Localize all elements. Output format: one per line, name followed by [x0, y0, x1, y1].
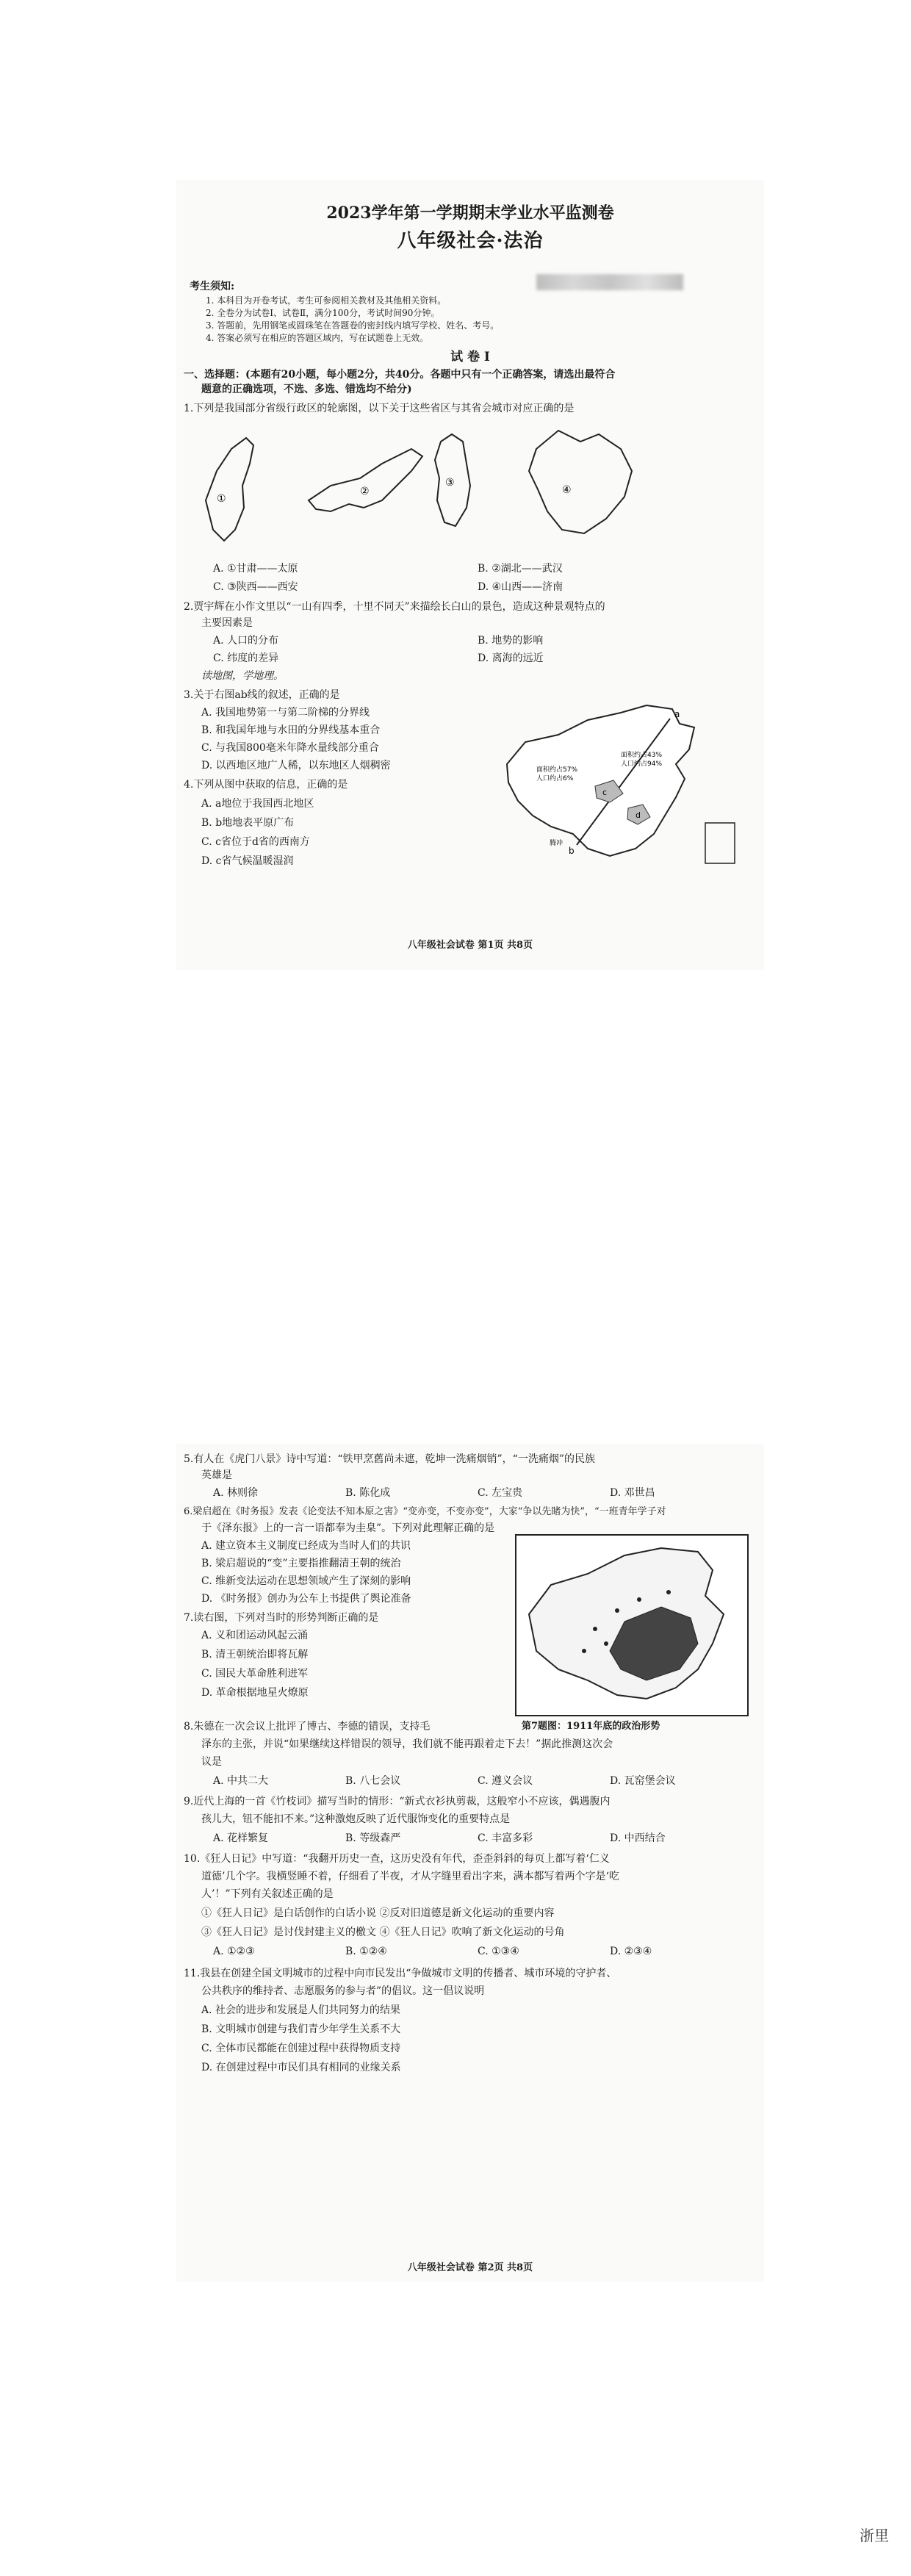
q8-stem: 泽东的主张，并说“如果继续这样错误的领导，我们就不能再跟着走下去！”据此推测这次会: [201, 1738, 613, 1750]
q11-option-b: B. 文明城市创建与我们青少年学生关系不大: [201, 2023, 401, 2035]
exam-title: 2023学年第一学期期末学业水平监测卷: [326, 204, 614, 223]
q1-option-c: C. ③陕西——西安: [213, 581, 298, 593]
q7-figure-caption: 第7题图：1911年底的政治形势: [522, 1721, 660, 1732]
exam-subject: 八年级社会·法治: [397, 230, 544, 252]
q1-option-d: D. ④山西——济南: [478, 581, 563, 593]
q10-stem: 10.《狂人日记》中写道：“我翻开历史一查，这历史没有年代，歪歪斜斜的每页上都写着‘仁义: [184, 1853, 610, 1865]
province-outline-figure: [191, 420, 735, 552]
q11-option-d: D. 在创建过程中市民们具有相同的业缘关系: [201, 2062, 401, 2073]
exam-page-1: [176, 180, 764, 970]
q5-stem: 英雄是: [201, 1469, 232, 1481]
q4-option-c: C. c省位于d省的西南方: [201, 836, 310, 848]
redacted-area: [536, 274, 683, 290]
q4-option-d: D. c省气候温暖湿润: [201, 855, 294, 867]
q5-option-b: B. 陈化成: [345, 1487, 391, 1499]
map-dot: [593, 1627, 597, 1631]
political-map-figure: [514, 1533, 749, 1717]
china-map-figure: [492, 698, 742, 874]
q2-stem: 2.贾宇辉在小作文里以“一山有四季，十里不同天”来描绘长白山的景色，造成这种景观特点的: [184, 601, 605, 613]
q2-option-a: A. 人口的分布: [213, 635, 279, 647]
map-label-1: ①: [217, 493, 226, 505]
point-a-label: a: [674, 709, 680, 719]
q5-option-c: C. 左宝贵: [478, 1487, 523, 1499]
q9-option-c: C. 丰富多彩: [478, 1832, 533, 1844]
notice-line: 2. 全卷分为试卷Ⅰ、试卷Ⅱ，满分100分，考试时间90分钟。: [206, 308, 440, 318]
q5-option-a: A. 林则徐: [213, 1487, 259, 1499]
q8-option-b: B. 八七会议: [345, 1775, 401, 1787]
q4-option-b: B. b地地表平原广布: [201, 817, 295, 829]
q6-option-b: B. 梁启超说的“变”主要指推翻清王朝的统治: [201, 1558, 401, 1569]
q5-stem: 5.有人在《虎门八景》诗中写道：“铁甲烹舊尚未遮，乾坤一洗痛烟销”，“一洗痛烟”的民族: [184, 1453, 595, 1465]
q10-option-c: C. ①③④: [478, 1946, 519, 1957]
province-outline-2: [309, 449, 422, 511]
q6-option-d: D. 《时务报》创办为公车上书提供了舆论准备: [201, 1593, 411, 1605]
q3-option-d: D. 以西地区地广人稀，以东地区人烟稠密: [201, 760, 391, 771]
q6-stem: 于《泽东报》上的一言一语都奉为圭臬”。下列对此理解正确的是: [201, 1522, 495, 1534]
province-outline-1: [206, 438, 253, 541]
q10-stem: 人’！”下列有关叙述正确的是: [201, 1888, 334, 1900]
map-dot: [615, 1608, 619, 1613]
point-b-label: b: [569, 846, 575, 856]
q2-option-b: B. 地势的影响: [478, 635, 544, 647]
map-dot: [666, 1590, 671, 1594]
b-city-label: 腾冲: [550, 840, 563, 847]
q4-option-a: A. a地位于我国西北地区: [201, 798, 314, 810]
q1-option-a: A. ①甘肃——太原: [213, 563, 298, 575]
watermark-text: 浙里: [860, 2528, 889, 2544]
q11-stem: 11.我县在创建全国文明城市的过程中向市民发出“争做城市文明的传播者、城市环境的守护者、: [184, 1968, 617, 1979]
q9-option-b: B. 等级森严: [345, 1832, 401, 1844]
q10-option-a: A. ①②③: [213, 1946, 255, 1957]
map-label-3: ③: [445, 477, 455, 489]
map-dot: [582, 1649, 586, 1653]
section-title: 试 卷 Ⅰ: [450, 350, 490, 364]
notice-line: 3. 答题前，先用钢笔或圆珠笔在答题卷的密封线内填写学校、姓名、考号。: [206, 320, 500, 331]
q10-option-d: D. ②③④: [610, 1946, 652, 1957]
province-outline-4: [529, 431, 632, 533]
q11-stem: 公共秩序的维持者、志愿服务的参与者”的倡议。这一倡议说明: [201, 1985, 485, 1997]
q5-option-d: D. 邓世昌: [610, 1487, 655, 1499]
exam-page-2: [176, 1444, 764, 2281]
q11-option-a: A. 社会的进步和发展是人们共同努力的结果: [201, 2004, 401, 2016]
handwritten-note: 读地图，学地理。: [201, 670, 284, 682]
q7-option-a: A. 义和团运动风起云涌: [201, 1630, 309, 1641]
east-area-label: 面积约占43%: [621, 752, 663, 759]
q7-stem: 7.读右图，下列对当时的形势判断正确的是: [184, 1612, 379, 1624]
q3-stem: 3.关于右图ab线的叙述，正确的是: [184, 689, 340, 701]
map-label-4: ④: [562, 484, 572, 496]
section-intro: 一、选择题：(本题有20小题，每小题2分，共40分。各题中只有一个正确答案，请选出最符合: [184, 369, 616, 381]
map-dot: [637, 1597, 641, 1602]
west-area-label: 面积约占57%: [536, 766, 578, 774]
notice-heading: 考生须知:: [190, 281, 235, 292]
notice-line: 1. 本科目为开卷考试，考生可参阅相关教材及其他相关资料。: [206, 295, 447, 306]
q9-option-d: D. 中西结合: [610, 1832, 666, 1844]
q9-stem: 9.近代上海的一首《竹枝词》描写当时的情形：“新式衣衫执剪裁，这般窄小不应该，偶遇腹内: [184, 1796, 611, 1807]
q8-stem: 议是: [201, 1756, 222, 1768]
q11-option-c: C. 全体市民都能在创建过程中获得物质支持: [201, 2043, 401, 2054]
q10-stem: 道德’几个字。我横竖睡不着，仔细看了半夜，才从字缝里看出字来，满本都写着两个字是‘吃: [201, 1871, 619, 1882]
q8-stem: 8.朱德在一次会议上批评了博古、李德的错误，支持毛: [184, 1721, 431, 1733]
q3-option-c: C. 与我国800毫米年降水量线部分重合: [201, 742, 379, 754]
q2-stem: 主要因素是: [201, 617, 253, 629]
china-outline: [507, 705, 694, 856]
q2-option-c: C. 纬度的差异: [213, 652, 279, 664]
q8-option-d: D. 瓦窑堡会议: [610, 1775, 676, 1787]
q3-option-a: A. 我国地势第一与第二阶梯的分界线: [201, 707, 370, 719]
map-label-2: ②: [360, 486, 370, 497]
q3-option-b: B. 和我国年地与水田的分界线基本重合: [201, 724, 381, 736]
q9-stem: 孩儿大，钮不能扣不来。”这种激炮反映了近代服饰变化的重要特点是: [201, 1813, 511, 1825]
map-dot: [604, 1641, 608, 1646]
south-sea-inset: [705, 823, 735, 863]
q7-option-b: B. 清王朝统治即将瓦解: [201, 1649, 309, 1661]
section-intro: 题意的正确选项，不选、多选、错选均不给分): [201, 384, 412, 395]
q10-statements: ①《狂人日记》是白话创作的白话小说 ②反对旧道德是新文化运动的重要内容: [201, 1907, 555, 1919]
notice-line: 4. 答案必须写在相应的答题区域内，写在试题卷上无效。: [206, 333, 429, 343]
page-footer: 八年级社会试卷 第1页 共8页: [407, 940, 533, 951]
q8-option-a: A. 中共二大: [213, 1775, 269, 1787]
west-population-label: 人口约占6%: [536, 775, 574, 782]
province-d-label: d: [635, 810, 641, 820]
q10-statements: ③《狂人日记》是讨伐封建主义的檄文 ④《狂人日记》吹响了新文化运动的号角: [201, 1926, 565, 1938]
q2-option-d: D. 离海的远近: [478, 652, 544, 664]
page-footer: 八年级社会试卷 第2页 共8页: [407, 2262, 533, 2273]
q4-stem: 4.下列从图中获取的信息，正确的是: [184, 779, 348, 791]
province-c-label: c: [602, 788, 608, 797]
q1-option-b: B. ②湖北——武汉: [478, 563, 563, 575]
q7-option-c: C. 国民大革命胜利进军: [201, 1668, 309, 1680]
q7-option-d: D. 革命根据地星火燎原: [201, 1687, 309, 1699]
q1-stem: 1.下列是我国部分省级行政区的轮廓图，以下关于这些省区与其省会城市对应正确的是: [184, 403, 575, 414]
q6-option-a: A. 建立资本主义制度已经成为当时人们的共识: [201, 1540, 411, 1552]
east-population-label: 人口约占94%: [621, 760, 663, 768]
q6-option-c: C. 维新变法运动在思想领域产生了深刻的影响: [201, 1575, 411, 1587]
q6-stem: 6.梁启超在《时务报》发表《论变法不知本原之害》“变亦变，不变亦变”，大家“争以先睹为快”，“一班青年学子对: [184, 1506, 666, 1517]
q9-option-a: A. 花样繁复: [213, 1832, 269, 1844]
q8-option-c: C. 遵义会议: [478, 1775, 533, 1787]
q10-option-b: B. ①②④: [345, 1946, 387, 1957]
